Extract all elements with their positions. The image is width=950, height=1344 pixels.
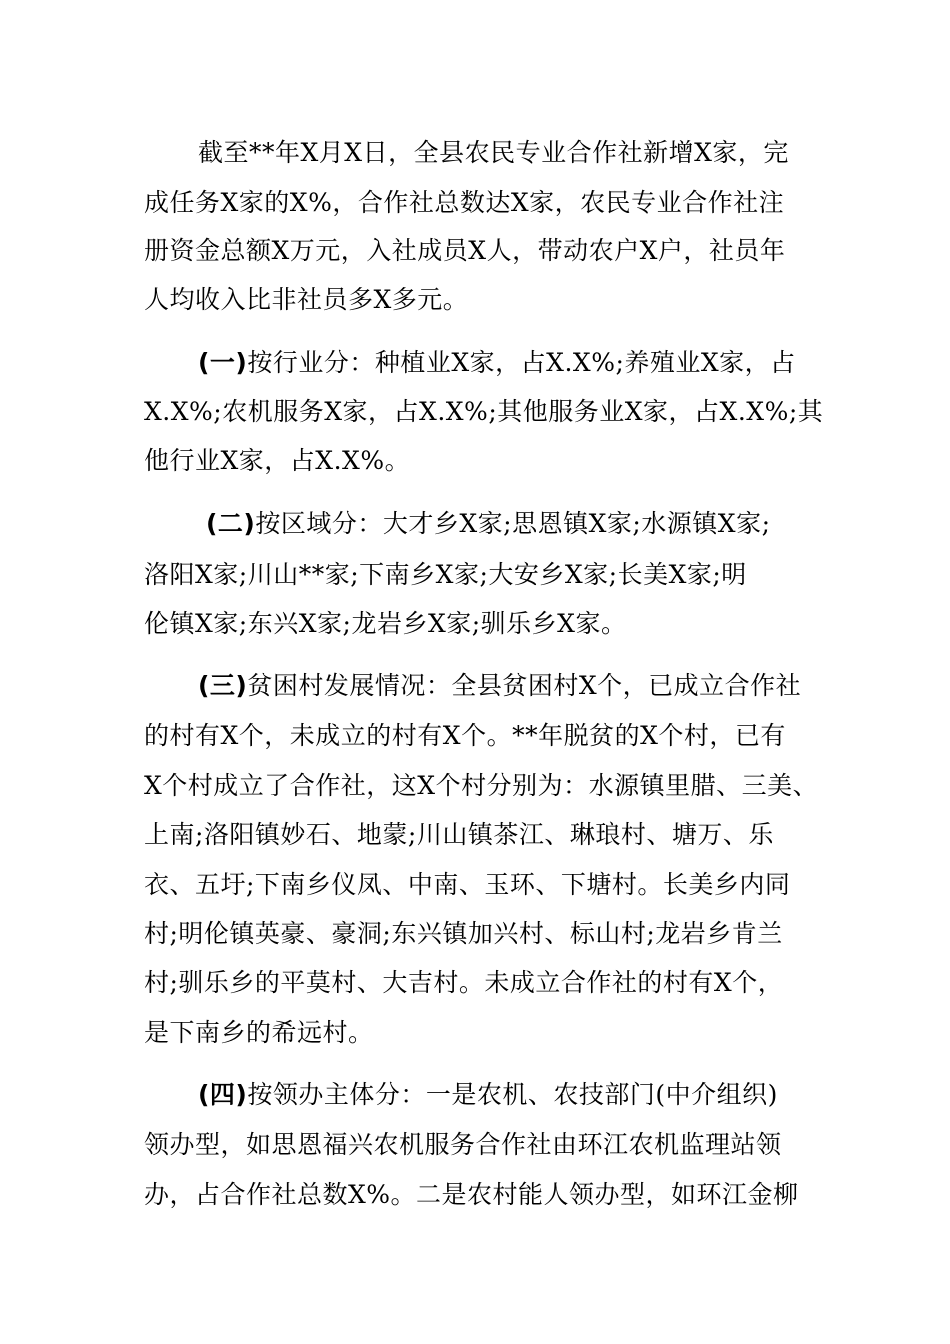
paragraph-line: 按区域分：大才乡X家;思恩镇X家;水源镇X家; — [255, 509, 771, 538]
paragraph-line: 册资金总额X万元，入社成员X人，带动农户X户，社员年 — [144, 236, 786, 265]
paragraph-line: 衣、五圩;下南乡仪凤、中南、玉环、下塘村。长美乡内同 — [144, 870, 791, 899]
paragraph-line: 成任务X家的X%，合作社总数达X家，农民专业合作社注 — [144, 188, 785, 217]
section-first-line — [198, 1080, 778, 1110]
paragraph-line: 上南;洛阳镇妙石、地蒙;川山镇茶江、琳琅村、塘万、乐 — [144, 820, 774, 849]
paragraph-line: 办，占合作社总数X%。二是农村能人领办型，如环江金柳 — [144, 1180, 799, 1209]
section-first-line — [198, 671, 801, 701]
paragraph-line: 村;驯乐乡的平莫村、大吉村。未成立合作社的村有X个， — [144, 968, 784, 997]
paragraph-line: 的村有X个，未成立的村有X个。**年脱贫的X个村，已有 — [144, 721, 786, 750]
paragraph-line: 是下南乡的希远村。 — [144, 1018, 374, 1047]
paragraph-line: 领办型，如思恩福兴农机服务合作社由环江农机监理站领 — [144, 1130, 782, 1159]
paragraph-line: 人均收入比非社员多X多元。 — [144, 285, 469, 314]
section-heading: (一) — [198, 348, 248, 377]
paragraph-line: X个村成立了合作社，这X个村分别为：水源镇里腊、三美、 — [144, 771, 819, 800]
paragraph-line: 按行业分：种植业X家，占X.X%;养殖业X家，占 — [247, 348, 796, 377]
section-heading: (三) — [198, 671, 248, 700]
section-heading: (四) — [198, 1080, 248, 1109]
section-first-line — [206, 509, 771, 539]
section-heading: (二) — [206, 509, 256, 538]
paragraph-line: 伦镇X家;东兴X家;龙岩乡X家;驯乐乡X家。 — [144, 609, 627, 638]
section-first-line — [198, 348, 796, 378]
paragraph-line: 他行业X家，占X.X%。 — [144, 446, 411, 475]
paragraph-line: 按领办主体分：一是农机、农技部门(中介组织) — [247, 1080, 778, 1109]
paragraph-line: 贫困村发展情况：全县贫困村X个，已成立合作社 — [247, 671, 802, 700]
paragraph-line: 村;明伦镇英豪、豪洞;东兴镇加兴村、标山村;龙岩乡肯兰 — [144, 919, 783, 948]
paragraph-line: 截至**年X月X日，全县农民专业合作社新增X家，完 — [198, 138, 789, 167]
paragraph-line: 洛阳X家;川山**家;下南乡X家;大安乡X家;长美X家;明 — [144, 560, 747, 589]
paragraph-line: X.X%;农机服务X家，占X.X%;其他服务业X家，占X.X%;其 — [144, 397, 824, 426]
